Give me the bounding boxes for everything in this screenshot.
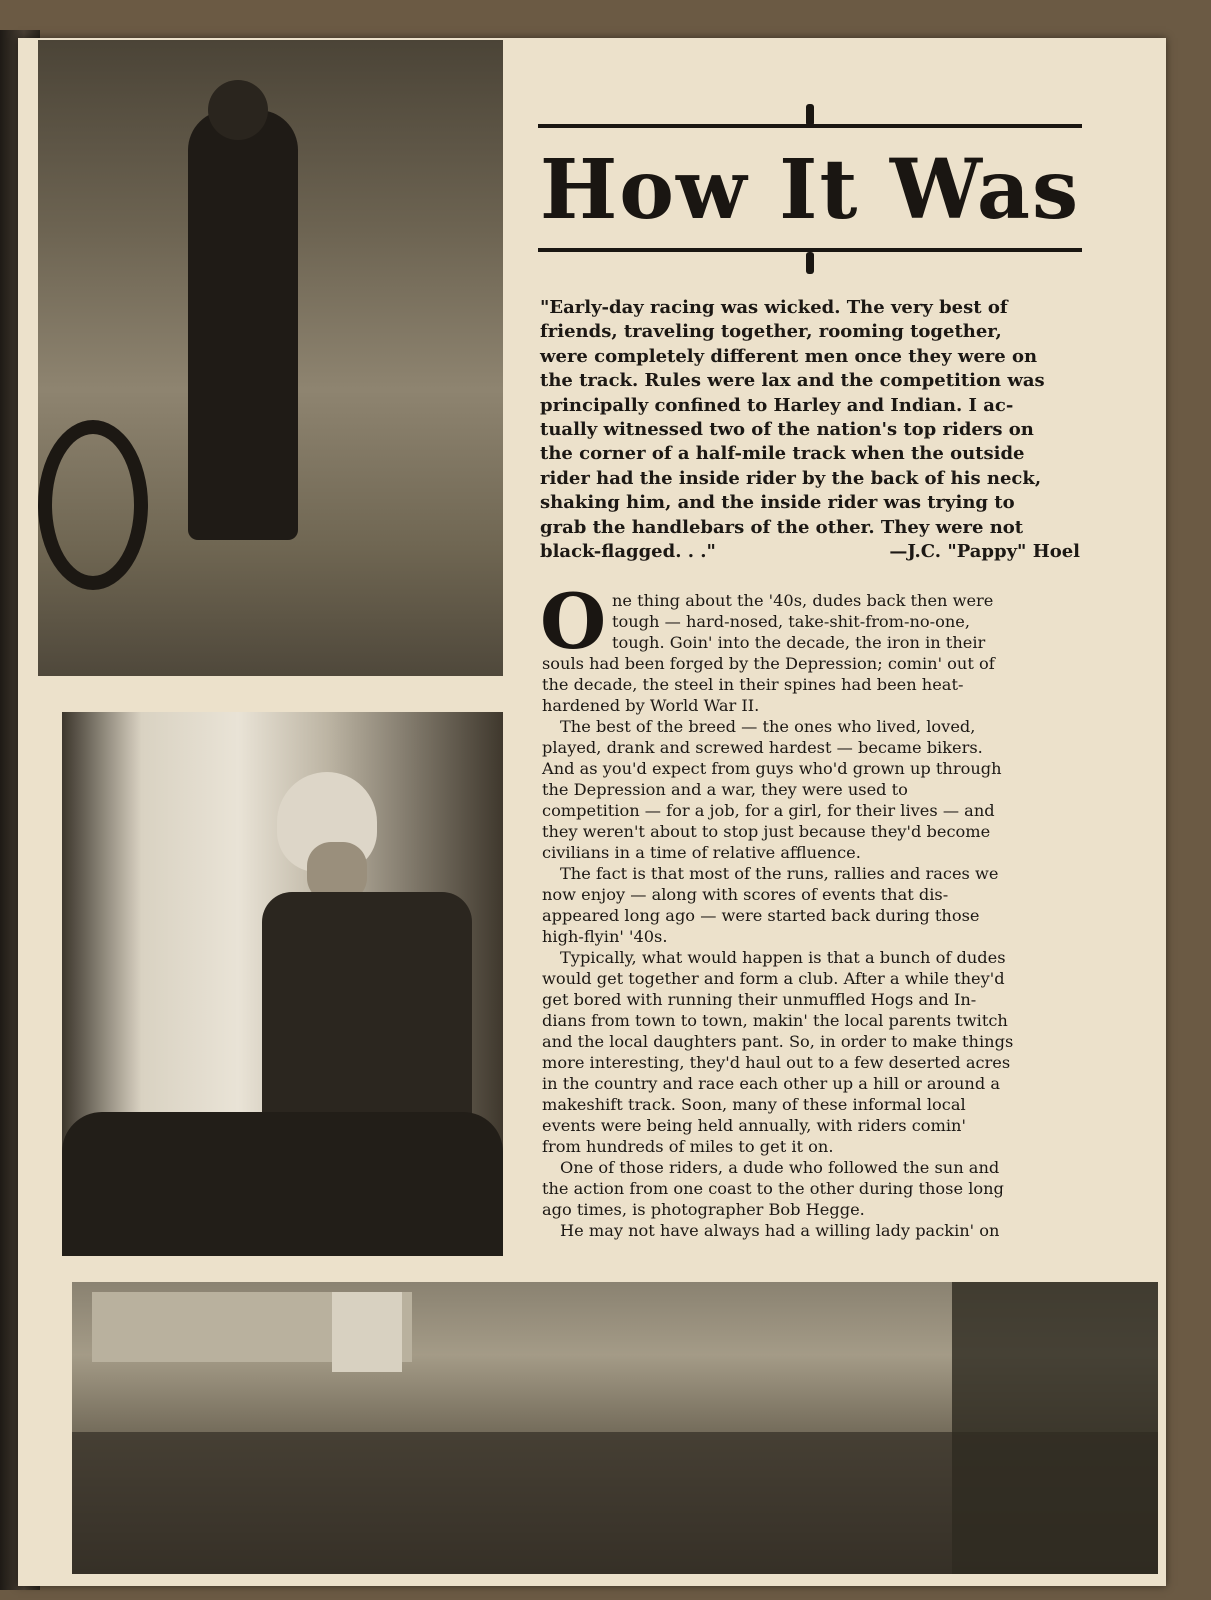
body-line: get bored with running their unmuffled Hogs and In- — [542, 990, 977, 1009]
body-line: He may not have always had a willing lady packin' on — [560, 1221, 1000, 1240]
quote-line: rider had the inside rider by the back of his neck, — [540, 467, 1042, 489]
body-line: events were being held annually, with riders comin' — [542, 1116, 966, 1135]
body-line: would get together and form a club. After a while they'd — [542, 969, 1005, 988]
drop-cap: O — [540, 577, 607, 666]
body-line: souls had been forged by the Depression; comin' out of — [542, 654, 995, 673]
quote-line: black-flagged. . ." — [540, 541, 716, 563]
body-line: dians from town to town, makin' the local parents twitch — [542, 1011, 1008, 1030]
body-line: The fact is that most of the runs, rallies and races we — [560, 864, 999, 883]
quote-line: were completely different men once they were on — [540, 345, 1038, 367]
quote-line: "Early-day racing was wicked. The very best of — [540, 297, 1008, 318]
body-line: in the country and race each other up a hill or around a — [542, 1074, 1000, 1093]
body-line: ago times, is photographer Bob Hegge. — [542, 1200, 865, 1219]
title-ornament-top — [806, 104, 814, 126]
body-line: The best of the breed — the ones who lived, loved, — [560, 717, 976, 736]
quote-line: grab the handlebars of the other. They were not — [540, 516, 1024, 538]
body-line: the action from one coast to the other during those long — [542, 1179, 1004, 1198]
body-line: tough. Goin' into the decade, the iron in their — [612, 633, 986, 652]
body-line: tough — hard-nosed, take-shit-from-no-one, — [612, 612, 971, 631]
body-line: And as you'd expect from guys who'd grown up through — [542, 759, 1002, 778]
quote-attribution: —J.C. "Pappy" Hoel — [889, 541, 1080, 563]
pull-quote — [540, 296, 1080, 564]
quote-line: principally confined to Harley and Indian. I ac- — [540, 394, 1014, 416]
body-line: they weren't about to stop just because they'd become — [542, 822, 991, 841]
quote-line: the corner of a half-mile track when the outside — [540, 443, 1025, 465]
body-line: more interesting, they'd haul out to a few deserted acres — [542, 1053, 1011, 1072]
body-line: high-flyin' '40s. — [542, 927, 668, 946]
body-line: hardened by World War II. — [542, 696, 760, 715]
article-body — [540, 577, 1082, 1241]
body-line: One of those riders, a dude who followed the sun and — [560, 1158, 1000, 1177]
title-ornament-bottom — [806, 252, 814, 274]
body-line: played, drank and screwed hardest — became bikers. — [542, 738, 983, 757]
quote-line: the track. Rules were lax and the competition was — [540, 370, 1045, 392]
body-line: and the local daughters pant. So, in order to make things — [542, 1032, 1014, 1051]
body-line: ne thing about the '40s, dudes back then were — [612, 591, 994, 610]
body-line: competition — for a job, for a girl, for their lives — and — [542, 801, 995, 820]
article-title-block — [538, 96, 1082, 278]
body-line: the Depression and a war, they were used to — [542, 780, 908, 799]
quote-line: friends, traveling together, rooming together, — [540, 321, 1002, 343]
body-line: now enjoy — along with scores of events that dis- — [542, 885, 949, 904]
article-title: How It Was — [539, 142, 1081, 238]
body-line: civilians in a time of relative affluence. — [542, 843, 861, 862]
body-line: appeared long ago — were started back during those — [542, 906, 980, 925]
quote-line: shaking him, and the inside rider was trying to — [540, 492, 1015, 514]
quote-last-line — [540, 540, 1080, 564]
photo-rider-flagman — [38, 40, 503, 676]
photo-rider-helmet-trophy — [62, 712, 503, 1256]
body-line: Typically, what would happen is that a bunch of dudes — [560, 948, 1006, 967]
photo-race-crowd — [72, 1282, 1158, 1574]
body-line: the decade, the steel in their spines had been heat- — [542, 675, 964, 694]
body-line: makeshift track. Soon, many of these informal local — [542, 1095, 966, 1114]
body-line: from hundreds of miles to get it on. — [542, 1137, 834, 1156]
title-rule-top — [538, 124, 1082, 128]
quote-line: tually witnessed two of the nation's top riders on — [540, 419, 1034, 441]
